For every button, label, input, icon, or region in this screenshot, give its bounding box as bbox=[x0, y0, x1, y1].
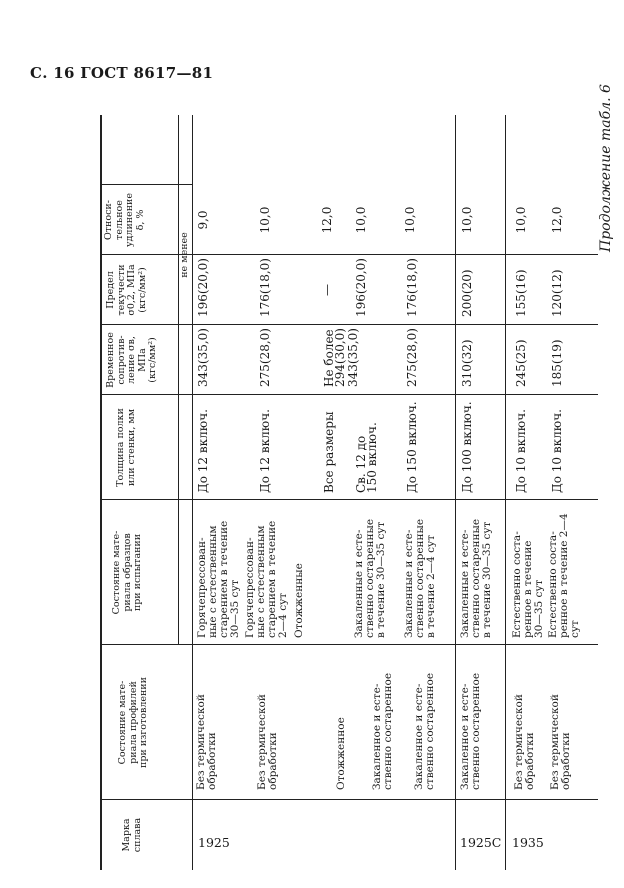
thickness: До 10 включ. bbox=[550, 409, 564, 493]
elongation: 10,0 bbox=[460, 206, 474, 234]
cond-mfg: Закаленное и есте- ственно состаренное bbox=[371, 672, 394, 790]
thickness: До 12 включ. bbox=[196, 409, 210, 493]
elongation: 10,0 bbox=[514, 206, 528, 234]
page-header: С. 16 ГОСТ 8617—81 bbox=[30, 64, 214, 82]
thickness: До 100 включ. bbox=[460, 401, 474, 493]
yield: 155(16) bbox=[514, 269, 528, 317]
cond-mfg: Без термической обработки bbox=[195, 694, 218, 790]
cond-test: Горячепрессован- ные с естественным старением в течение 2—4 сут bbox=[244, 520, 289, 638]
elongation: 9,0 bbox=[196, 210, 210, 230]
tensile: 275(28,0) bbox=[258, 328, 272, 387]
tensile: 343(35,0) bbox=[346, 328, 360, 387]
yield: 120(12) bbox=[550, 269, 564, 317]
property-table bbox=[100, 115, 598, 870]
elongation: 10,0 bbox=[258, 206, 272, 234]
thickness: До 10 включ. bbox=[514, 409, 528, 493]
yield: 176(18,0) bbox=[258, 258, 272, 317]
continuation-label: Продолжение табл. 6 bbox=[598, 84, 614, 252]
cond-test: Закаленные и есте- ственно состаренные в течение 30—35 сут bbox=[459, 518, 493, 638]
cond-mfg: Закаленное и есте- ственно состаренное bbox=[413, 672, 436, 790]
grade-1925c: 1925С bbox=[460, 835, 502, 850]
cond-mfg: Закаленное и есте- ственно состаренное bbox=[459, 672, 482, 790]
cond-mfg: Без термической обработки bbox=[256, 694, 279, 790]
thickness: Св. 12 до 150 включ. bbox=[354, 422, 379, 493]
elongation: 10,0 bbox=[403, 206, 417, 234]
cond-test: Отожженные bbox=[293, 563, 305, 638]
thickness: До 12 включ. bbox=[258, 409, 272, 493]
col-header-elongation: Относи- тельное удлинение δ, % bbox=[103, 192, 146, 248]
col-header-cond-test: Состояние мате- риала образцов при испытании bbox=[111, 530, 143, 615]
grade-1935: 1935 bbox=[512, 835, 544, 850]
cond-test: Естественно соста- ренное в течение 30—35 сут bbox=[511, 531, 545, 638]
cond-mfg: Без термической обработки bbox=[549, 694, 572, 790]
col-header-tensile: Временное сопротив- ление σв, МПа (кгс/мм²) bbox=[105, 332, 158, 388]
elongation: 12,0 bbox=[550, 206, 564, 234]
tensile: Не более 294(30,0) bbox=[322, 328, 347, 387]
tensile: 245(25) bbox=[514, 339, 528, 387]
tensile: 275(28,0) bbox=[405, 328, 419, 387]
tensile: 343(35,0) bbox=[196, 328, 210, 387]
col-header-cond-mfg: Состояние мате- риала профилей при изготовлении bbox=[117, 677, 149, 768]
yield: 176(18,0) bbox=[405, 258, 419, 317]
cond-test: Горячепрессован- ные с естественным старением в течение 30—35 сут bbox=[196, 520, 241, 638]
tensile: 310(32) bbox=[460, 339, 474, 387]
yield: 200(20) bbox=[460, 269, 474, 317]
grade-1925: 1925 bbox=[198, 835, 230, 850]
thickness: До 150 включ. bbox=[405, 401, 419, 493]
col-header-thickness: Толщина полки или стенки, мм bbox=[115, 408, 137, 487]
col-header-grade: Марка сплава bbox=[121, 817, 143, 853]
cond-mfg: Без термической обработки bbox=[513, 694, 536, 790]
cond-test: Естественно соста- ренное в течение 2—4 сут bbox=[547, 513, 581, 638]
col-header-yield: Предел текучести σ0,2, МПа (кгс/мм²) bbox=[105, 264, 148, 316]
thickness: Все размеры bbox=[322, 411, 336, 493]
cond-test: Закаленные и есте- ственно состаренные в течение 2—4 сут bbox=[403, 518, 437, 638]
elongation: 12,0 bbox=[320, 206, 334, 234]
yield: — bbox=[320, 284, 334, 296]
min-label: не менее bbox=[179, 232, 190, 278]
yield: 196(20,0) bbox=[196, 258, 210, 317]
yield: 196(20,0) bbox=[354, 258, 368, 317]
cond-test: Закаленные и есте- ственно состаренные в течение 30—35 сут bbox=[353, 518, 387, 638]
elongation: 10,0 bbox=[354, 206, 368, 234]
tensile: 185(19) bbox=[550, 339, 564, 387]
cond-mfg: Отожженное bbox=[335, 717, 347, 790]
